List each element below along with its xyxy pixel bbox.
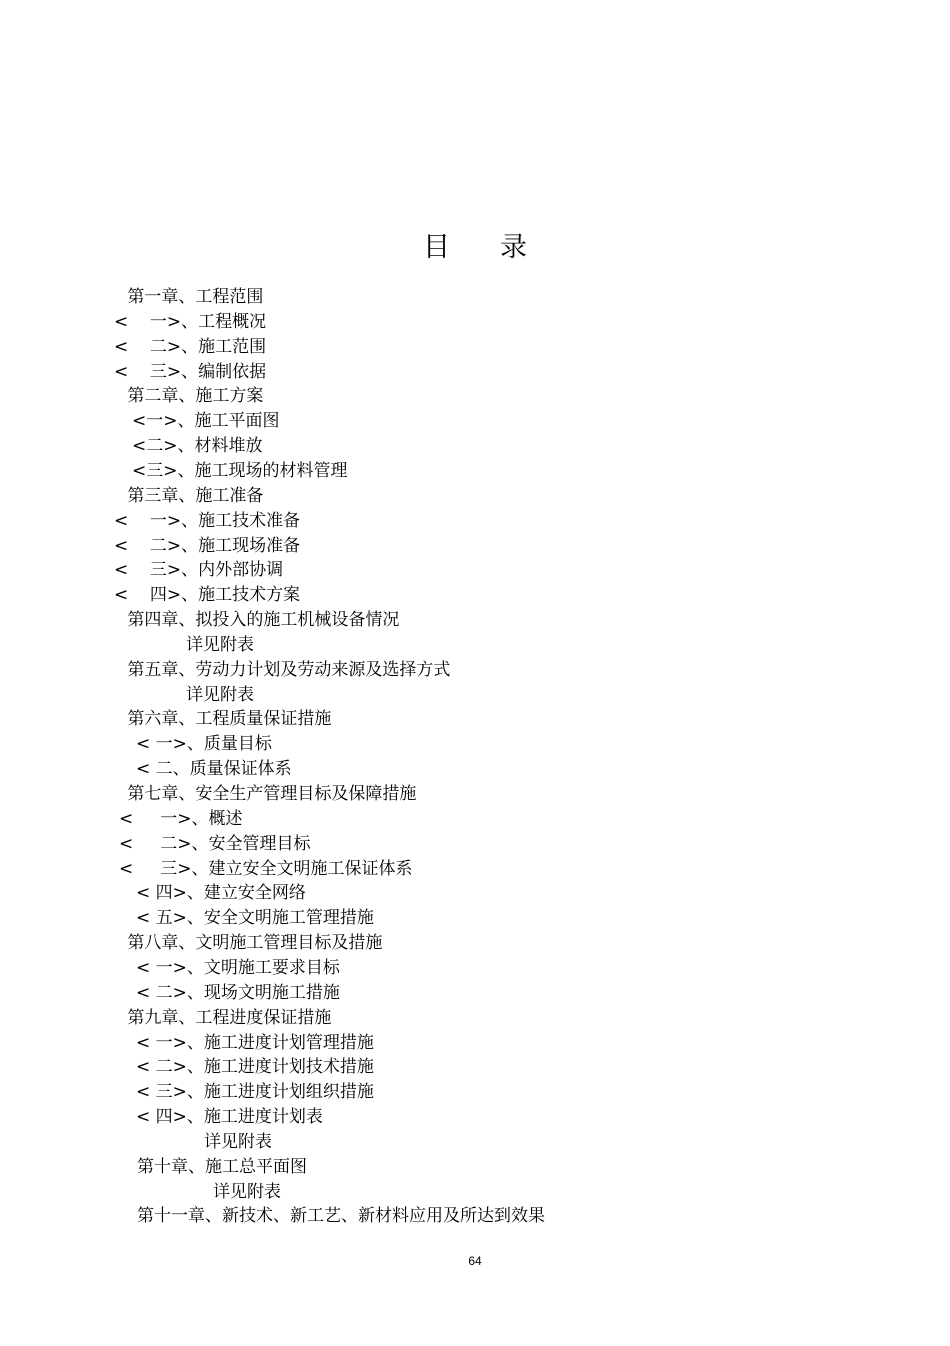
- toc-entry: 第十章、施工总平面图: [137, 1157, 307, 1177]
- toc-entry: 详见附表: [213, 1182, 281, 1202]
- toc-entry: <二>、材料堆放: [132, 436, 263, 456]
- title-char-2: 录: [500, 232, 527, 263]
- toc-entry: < 一>、施工技术准备: [114, 511, 301, 531]
- toc-entry: < 二>、施工现场准备: [114, 536, 301, 556]
- toc-entry: 第三章、施工准备: [122, 486, 264, 506]
- toc-entry: 第九章、工程进度保证措施: [122, 1008, 332, 1028]
- toc-entry: < 三>、编制依据: [114, 362, 267, 382]
- toc-entry: 第八章、文明施工管理目标及措施: [122, 933, 383, 953]
- toc-entry: < 二>、施工进度计划技术措施: [136, 1057, 374, 1077]
- toc-entry: < 二>、现场文明施工措施: [136, 983, 340, 1003]
- toc-entry: 详见附表: [186, 635, 254, 655]
- toc-entry: < 一>、概述: [119, 809, 243, 829]
- toc-entry: < 三>、施工进度计划组织措施: [136, 1082, 374, 1102]
- toc-entry: <一>、施工平面图: [132, 411, 280, 431]
- toc-entry: < 四>、建立安全网络: [136, 883, 306, 903]
- toc-entry: 第六章、工程质量保证措施: [122, 709, 332, 729]
- toc-entry: 详见附表: [186, 685, 254, 705]
- toc-entry: 第二章、施工方案: [122, 386, 264, 406]
- toc-entry: < 一>、工程概况: [114, 312, 267, 332]
- toc-entry: 详见附表: [204, 1132, 272, 1152]
- toc-entry: 第五章、劳动力计划及劳动来源及选择方式: [122, 660, 451, 680]
- toc-entry: 第十一章、新技术、新工艺、新材料应用及所达到效果: [137, 1206, 545, 1226]
- title-char-1: 目: [423, 232, 450, 263]
- toc-entry: < 二>、安全管理目标: [119, 834, 311, 854]
- toc-entry: <三>、施工现场的材料管理: [132, 461, 348, 481]
- toc-entry: 第七章、安全生产管理目标及保障措施: [122, 784, 417, 804]
- toc-entry: < 一>、施工进度计划管理措施: [136, 1033, 374, 1053]
- page-number: 64: [468, 1254, 482, 1268]
- toc-entry: < 二>、施工范围: [114, 337, 267, 357]
- page-title: [0, 228, 950, 268]
- toc-entry: < 四>、施工进度计划表: [136, 1107, 323, 1127]
- toc-entry: < 三>、建立安全文明施工保证体系: [119, 859, 413, 879]
- toc-entry: < 一>、文明施工要求目标: [136, 958, 340, 978]
- toc-entry: 第四章、拟投入的施工机械设备情况: [122, 610, 400, 630]
- toc-entry: < 五>、安全文明施工管理措施: [136, 908, 374, 928]
- toc-entry: < 四>、施工技术方案: [114, 585, 301, 605]
- toc-entry: < 二、质量保证体系: [136, 759, 292, 779]
- toc-entry: < 一>、质量目标: [136, 734, 272, 754]
- toc-entry: < 三>、内外部协调: [114, 560, 284, 580]
- toc-entry: 第一章、工程范围: [122, 287, 264, 307]
